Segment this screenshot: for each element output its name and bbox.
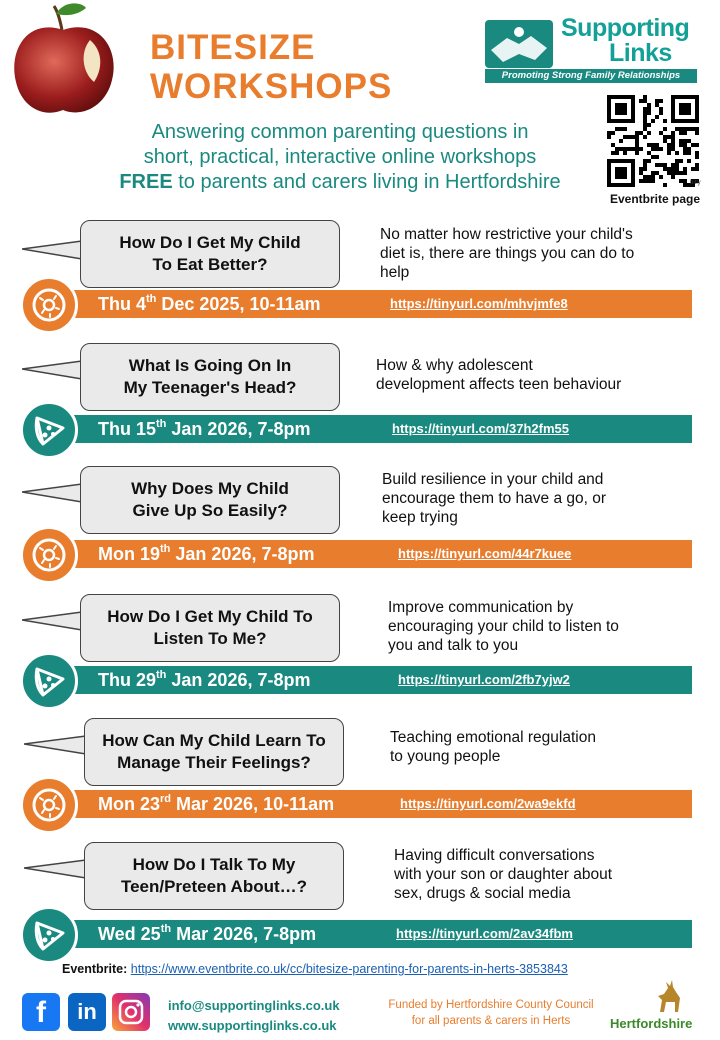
pizza-slice-icon — [20, 906, 78, 964]
subtitle-line-3-rest: to parents and carers living in Hertfordshire — [172, 171, 561, 193]
question-line-2: Teen/Preteen About…? — [120, 877, 308, 896]
date-suffix: th — [156, 669, 167, 681]
qr-corner-text: bitly — [690, 180, 701, 186]
title-line-2: WORKSHOPS — [150, 67, 393, 106]
subtitle-line-2: short, practical, interactive online workshops — [143, 146, 537, 168]
workshop-question — [84, 842, 344, 910]
desc-line-1: Teaching emotional regulation — [390, 729, 596, 746]
desc-line-2: with your son or daughter about — [394, 866, 612, 883]
workshop-date — [98, 543, 315, 565]
workshop-date-bar — [32, 415, 692, 443]
date-day: Thu 15 — [98, 419, 157, 439]
desc-line-2: development affects teen behaviour — [376, 376, 622, 393]
desc-line-3: you and talk to you — [388, 637, 519, 654]
supporting-links-logo — [485, 14, 697, 82]
question-line-1: How Do I Get My Child To — [107, 607, 313, 626]
workshop-date — [98, 418, 311, 440]
date-rest: Dec 2025, 10-11am — [156, 294, 321, 314]
eventbrite-line — [62, 962, 568, 976]
question-line-2: Give Up So Easily? — [132, 501, 288, 520]
date-day: Mon 23 — [98, 794, 161, 814]
eventbrite-label: Eventbrite: — [62, 962, 128, 976]
facebook-icon[interactable] — [22, 993, 60, 1031]
question-line-2: Manage Their Feelings? — [117, 753, 311, 772]
desc-line-1: How & why adolescent — [376, 357, 533, 374]
workshop-date — [98, 923, 316, 945]
workshop-question — [80, 343, 340, 411]
desc-line-2: encouraging your child to listen to — [388, 618, 619, 635]
workshop-description — [380, 225, 634, 282]
donut-icon — [20, 276, 78, 334]
donut-icon — [20, 776, 78, 834]
title-line-1: BITESIZE — [150, 28, 316, 67]
qr-label: Eventbrite page — [609, 192, 701, 206]
workshop-question — [80, 220, 340, 288]
logo-name — [561, 16, 689, 66]
desc-line-1: No matter how restrictive your child's — [380, 226, 633, 243]
logo-name-line-1: Supporting — [561, 14, 690, 42]
question-line-1: How Do I Talk To My — [132, 855, 296, 874]
desc-line-1: Improve communication by — [388, 599, 574, 616]
free-highlight: FREE — [119, 171, 173, 193]
desc-line-3: sex, drugs & social media — [394, 885, 571, 902]
workshop-date-bar — [32, 290, 692, 318]
date-day: Thu 29 — [98, 670, 157, 690]
workshop-date — [98, 293, 321, 315]
date-rest: Mar 2026, 10-11am — [171, 794, 335, 814]
workshop-date-bar — [32, 920, 692, 948]
eventbrite-link[interactable]: https://www.eventbrite.co.uk/cc/bitesize-parenting-for-parents-in-herts-3853843 — [130, 962, 568, 976]
workshop-link[interactable]: https://tinyurl.com/44r7kuee — [398, 546, 572, 561]
date-suffix: th — [156, 418, 167, 430]
question-line-1: Why Does My Child — [131, 479, 289, 498]
date-suffix: th — [146, 293, 157, 305]
instagram-icon[interactable] — [112, 993, 150, 1031]
donut-icon — [20, 526, 78, 584]
apple-illustration — [8, 0, 118, 118]
workshop-link[interactable]: https://tinyurl.com/2fb7yjw2 — [398, 672, 570, 687]
subtitle — [90, 120, 590, 195]
speech-tail — [24, 854, 88, 884]
date-rest: Jan 2026, 7-8pm — [166, 670, 311, 690]
facebook-glyph: f — [36, 996, 46, 1029]
funded-line-1: Funded by Hertfordshire County Council — [388, 999, 594, 1011]
workshop-link[interactable]: https://tinyurl.com/mhvjmfe8 — [390, 296, 568, 311]
contact-info — [168, 996, 340, 1036]
funding-note — [360, 997, 622, 1029]
question-line-1: How Do I Get My Child — [119, 233, 301, 252]
workshop-description — [394, 846, 612, 903]
question-line-1: How Can My Child Learn To — [102, 731, 326, 750]
linkedin-glyph: in — [77, 999, 97, 1024]
workshop-link[interactable]: https://tinyurl.com/2av34fbm — [396, 926, 573, 941]
workshop-link[interactable]: https://tinyurl.com/37h2fm55 — [392, 421, 569, 436]
logo-tagline: Promoting Strong Family Relationships — [485, 69, 697, 83]
question-line-2: Listen To Me? — [153, 629, 267, 648]
speech-tail — [24, 730, 88, 760]
workshop-date — [98, 793, 334, 815]
date-rest: Mar 2026, 7-8pm — [171, 924, 317, 944]
desc-line-1: Having difficult conversations — [394, 847, 595, 864]
workshop-date-bar — [32, 540, 692, 568]
workshop-date-bar — [32, 790, 692, 818]
pizza-slice-icon — [20, 652, 78, 710]
desc-line-2: diet is, there are things you can do to — [380, 245, 635, 262]
page-title — [150, 28, 392, 106]
speech-tail — [22, 478, 84, 508]
workshop-description — [390, 728, 596, 766]
workshop-description — [376, 356, 621, 394]
date-day: Thu 4 — [98, 294, 146, 314]
question-line-2: My Teenager's Head? — [123, 378, 297, 397]
question-line-2: To Eat Better? — [152, 255, 268, 274]
workshop-date-bar — [32, 666, 692, 694]
funded-line-2: for all parents & carers in Herts — [411, 1015, 571, 1027]
question-line-1: What Is Going On In — [128, 356, 292, 375]
date-suffix: th — [160, 923, 172, 935]
workshop-question — [80, 466, 340, 534]
date-rest: Jan 2026, 7-8pm — [166, 419, 311, 439]
logo-name-line-2: Links — [609, 39, 672, 67]
subtitle-line-1: Answering common parenting questions in — [151, 121, 529, 143]
workshop-date — [98, 669, 311, 691]
speech-tail — [22, 235, 84, 265]
linkedin-icon[interactable] — [68, 993, 106, 1031]
desc-line-3: keep trying — [382, 509, 458, 526]
speech-tail — [22, 606, 84, 636]
qr-code[interactable] — [607, 95, 699, 187]
email-link[interactable]: info@supportinglinks.co.uk — [168, 998, 340, 1013]
desc-line-2: encourage them to have a go, or — [382, 490, 607, 507]
workshop-description — [382, 470, 606, 527]
date-rest: Jan 2026, 7-8pm — [170, 544, 315, 564]
hertfordshire-stag-icon — [650, 978, 688, 1016]
website-link[interactable]: www.supportinglinks.co.uk — [168, 1018, 337, 1033]
workshop-question — [84, 718, 344, 786]
workshop-description — [388, 598, 619, 655]
desc-line-1: Build resilience in your child and — [382, 471, 604, 488]
hertfordshire-logo-text: Hertfordshire — [610, 1016, 693, 1031]
date-suffix: th — [160, 543, 171, 555]
workshop-question — [80, 594, 340, 662]
speech-tail — [22, 355, 84, 385]
pizza-slice-icon — [20, 401, 78, 459]
desc-line-3: help — [380, 264, 410, 281]
handshake-icon — [485, 20, 553, 68]
date-day: Mon 19 — [98, 544, 161, 564]
date-suffix: rd — [160, 793, 172, 805]
workshop-link[interactable]: https://tinyurl.com/2wa9ekfd — [400, 796, 576, 811]
subtitle-line-3 — [90, 170, 590, 195]
date-day: Wed 25 — [98, 924, 161, 944]
desc-line-2: to young people — [390, 748, 501, 765]
